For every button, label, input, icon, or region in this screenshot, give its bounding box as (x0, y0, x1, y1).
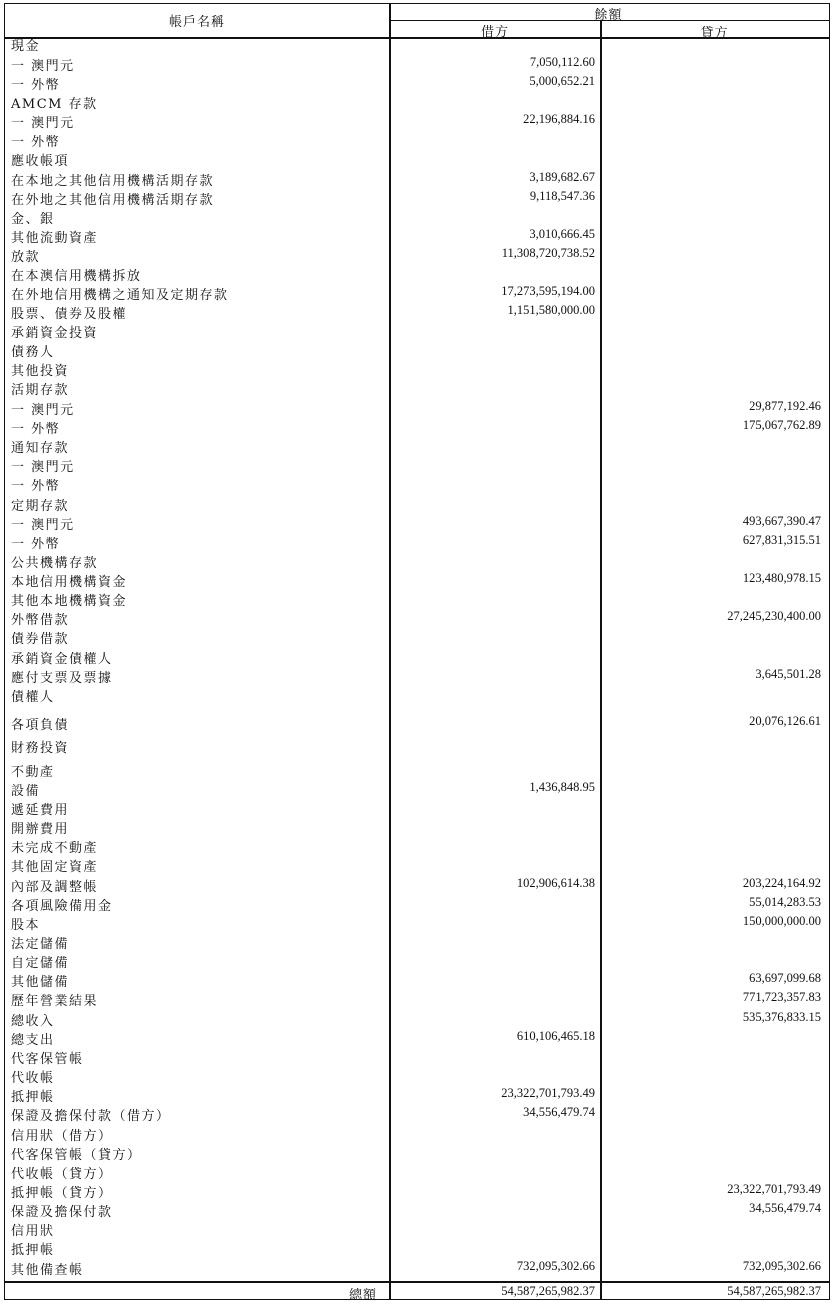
table-row (5, 932, 827, 951)
table-row (5, 951, 827, 970)
header-debit: 借方 (480, 25, 509, 40)
table-row (5, 608, 827, 627)
credit-amount: 20,076,126.61 (749, 714, 821, 728)
table-row (5, 188, 827, 207)
account-name: 抵押帳 (11, 1243, 55, 1258)
account-name: 承銷資金投資 (11, 326, 99, 341)
debit-amount: 5,000,652.21 (529, 74, 595, 88)
table-row (5, 760, 827, 779)
account-name: 在外地信用機構之通知及定期存款 (11, 288, 229, 303)
account-name: 其他本地機構資金 (11, 594, 128, 609)
table-row (5, 1181, 827, 1200)
total-debit: 54,587,265,982.37 (501, 1284, 595, 1298)
credit-amount: 23,322,701,793.49 (727, 1182, 821, 1196)
table-row (5, 1124, 827, 1143)
table-row (5, 1104, 827, 1123)
account-name: 代客保管帳 (11, 1052, 84, 1067)
table-row (5, 92, 827, 111)
account-name: 遞延費用 (11, 803, 70, 818)
table-row (5, 532, 827, 551)
table-row (5, 855, 827, 874)
table-row (5, 647, 827, 666)
debit-amount: 3,189,682.67 (529, 170, 595, 184)
account-name: 開辦費用 (11, 822, 70, 837)
account-name: 其他流動資產 (11, 231, 99, 246)
table-row (5, 1047, 827, 1066)
account-name: 股本 (11, 918, 41, 933)
table-row (5, 1028, 827, 1047)
account-name: 內部及調整帳 (11, 880, 99, 895)
table-row (5, 875, 827, 894)
credit-amount: 55,014,283.53 (749, 895, 821, 909)
table-row (5, 570, 827, 589)
debit-amount: 102,906,614.38 (516, 876, 595, 890)
table-row (5, 970, 827, 989)
debit-amount: 9,118,547.36 (529, 189, 595, 203)
table-row (5, 302, 827, 321)
account-name: 債務人 (11, 345, 55, 360)
account-name: 信用狀（借方） (11, 1129, 113, 1144)
account-name: 一 澳門元 (11, 460, 75, 475)
account-name: 一 外幣 (11, 78, 61, 93)
table-row (5, 627, 827, 646)
table-row (5, 207, 827, 226)
credit-amount: 175,067,762.89 (742, 418, 821, 432)
debit-amount: 34,556,479.74 (523, 1105, 595, 1119)
account-name: 保證及擔保付款 (11, 1205, 113, 1220)
account-name: AMCM 存款 (11, 97, 98, 112)
account-name: 總收入 (11, 1014, 55, 1029)
account-name: 在外地之其他信用機構活期存款 (11, 193, 215, 208)
table-row (5, 149, 827, 168)
account-name: 其他備查帳 (11, 1263, 84, 1278)
account-name: 各項負債 (11, 718, 70, 733)
table-row (5, 34, 827, 53)
total-label: 總額 (348, 1288, 377, 1303)
account-name: 其他固定資產 (11, 860, 99, 875)
table-row (5, 340, 827, 359)
account-name: 一 外幣 (11, 135, 61, 150)
account-name: 應付支票及票據 (11, 671, 113, 686)
table-row (5, 989, 827, 1008)
account-name: 債權人 (11, 690, 55, 705)
header-credit: 貸方 (700, 26, 729, 41)
account-name: 抵押帳（貸方） (11, 1186, 113, 1201)
account-name: 代收帳（貸方） (11, 1167, 113, 1182)
total-row (5, 1283, 827, 1301)
table-row (5, 111, 827, 130)
table-row (5, 894, 827, 913)
debit-amount: 610,106,465.18 (516, 1029, 595, 1043)
table-row (5, 54, 827, 73)
credit-amount: 203,224,164.92 (742, 876, 821, 890)
table-row (5, 551, 827, 570)
table-row (5, 1258, 827, 1277)
account-name: 財務投資 (11, 741, 70, 756)
table-row (5, 455, 827, 474)
account-name: 其他儲備 (11, 975, 70, 990)
table-row (5, 494, 827, 513)
account-name: 通知存款 (11, 441, 70, 456)
debit-amount: 7,050,112.60 (529, 55, 595, 69)
table-row (5, 798, 827, 817)
account-name: 一 外幣 (11, 422, 61, 437)
table-row (5, 513, 827, 532)
table-row (5, 817, 827, 836)
account-name: 未完成不動產 (11, 841, 99, 856)
table-row (5, 685, 827, 704)
account-name: 現金 (11, 39, 41, 54)
debit-amount: 3,010,666.45 (529, 227, 595, 241)
table-row (5, 359, 827, 378)
credit-amount: 627,831,315.51 (742, 533, 821, 547)
table-row (5, 245, 827, 264)
table-row (5, 836, 827, 855)
table-row (5, 779, 827, 798)
account-name: 代客保管帳（貸方） (11, 1148, 142, 1163)
account-name: 債券借款 (11, 632, 70, 647)
credit-amount: 34,556,479.74 (749, 1201, 821, 1215)
table-row (5, 283, 827, 302)
credit-amount: 27,245,230,400.00 (727, 609, 821, 623)
credit-amount: 150,000,000.00 (742, 914, 821, 928)
account-name: 法定儲備 (11, 937, 70, 952)
table-row (5, 1238, 827, 1257)
table-row (5, 73, 827, 92)
account-name: 外幣借款 (11, 613, 70, 628)
account-name: 設備 (11, 784, 41, 799)
account-name: 承銷資金債權人 (11, 652, 113, 667)
table-row (5, 713, 827, 732)
credit-amount: 63,697,099.68 (749, 971, 821, 985)
credit-amount: 29,877,192.46 (749, 399, 821, 413)
account-name: 在本地之其他信用機構活期存款 (11, 174, 215, 189)
table-row (5, 321, 827, 340)
trial-balance-table (4, 3, 830, 1303)
account-name: 一 外幣 (11, 537, 61, 552)
table-row (5, 1200, 827, 1219)
debit-amount: 732,095,302.66 (516, 1259, 595, 1273)
debit-amount: 1,151,580,000.00 (507, 303, 595, 317)
account-name: 一 澳門元 (11, 116, 75, 131)
table-row (5, 1009, 827, 1028)
account-name: 放款 (11, 250, 41, 265)
account-name: 代收帳 (11, 1071, 55, 1086)
account-name: 在本澳信用機構拆放 (11, 269, 142, 284)
table-row (5, 264, 827, 283)
table-row (5, 169, 827, 188)
account-name: 金、銀 (11, 212, 55, 227)
table-row (5, 736, 827, 755)
account-name: 本地信用機構資金 (11, 575, 128, 590)
table-row (5, 436, 827, 455)
table-row (5, 589, 827, 608)
account-name: 股票、債券及股權 (11, 307, 128, 322)
credit-amount: 771,723,357.83 (742, 990, 821, 1004)
credit-amount: 3,645,501.28 (755, 667, 821, 681)
account-name: 抵押帳 (11, 1090, 55, 1105)
table-row (5, 417, 827, 436)
account-name: 各項風險備用金 (11, 899, 113, 914)
table-row (5, 130, 827, 149)
credit-amount: 732,095,302.66 (742, 1259, 821, 1273)
account-name: 定期存款 (11, 499, 70, 514)
table-row (5, 1219, 827, 1238)
debit-amount: 11,308,720,738.52 (501, 246, 595, 260)
account-name: 自定儲備 (11, 956, 70, 971)
header-balance: 餘額 (594, 8, 623, 23)
account-name: 保證及擔保付款（借方） (11, 1109, 171, 1124)
table-row (5, 398, 827, 417)
account-name: 其他投資 (11, 364, 70, 379)
table-row (5, 474, 827, 493)
table-row (5, 1143, 827, 1162)
account-name: 一 外幣 (11, 479, 61, 494)
debit-amount: 17,273,595,194.00 (501, 284, 595, 298)
table-row (5, 1066, 827, 1085)
credit-amount: 123,480,978.15 (742, 571, 821, 585)
total-credit: 54,587,265,982.37 (727, 1284, 821, 1298)
account-name: 活期存款 (11, 383, 70, 398)
account-name: 一 澳門元 (11, 59, 75, 74)
debit-amount: 23,322,701,793.49 (501, 1086, 595, 1100)
credit-amount: 535,376,833.15 (742, 1010, 821, 1024)
table-row (5, 378, 827, 397)
table-row (5, 1085, 827, 1104)
debit-amount: 1,436,848.95 (529, 780, 595, 794)
header-account-name: 帳戶名稱 (168, 15, 225, 30)
credit-amount: 493,667,390.47 (742, 514, 821, 528)
account-name: 信用狀 (11, 1224, 55, 1239)
account-name: 不動產 (11, 765, 55, 780)
table-row (5, 913, 827, 932)
account-name: 總支出 (11, 1033, 55, 1048)
table-row (5, 1162, 827, 1181)
account-name: 公共機構存款 (11, 556, 99, 571)
account-name: 一 澳門元 (11, 403, 75, 418)
table-row (5, 226, 827, 245)
debit-amount: 22,196,884.16 (523, 112, 595, 126)
account-name: 一 澳門元 (11, 518, 75, 533)
account-name: 歷年營業結果 (11, 994, 99, 1009)
account-name: 應收帳項 (11, 154, 70, 169)
table-row (5, 666, 827, 685)
